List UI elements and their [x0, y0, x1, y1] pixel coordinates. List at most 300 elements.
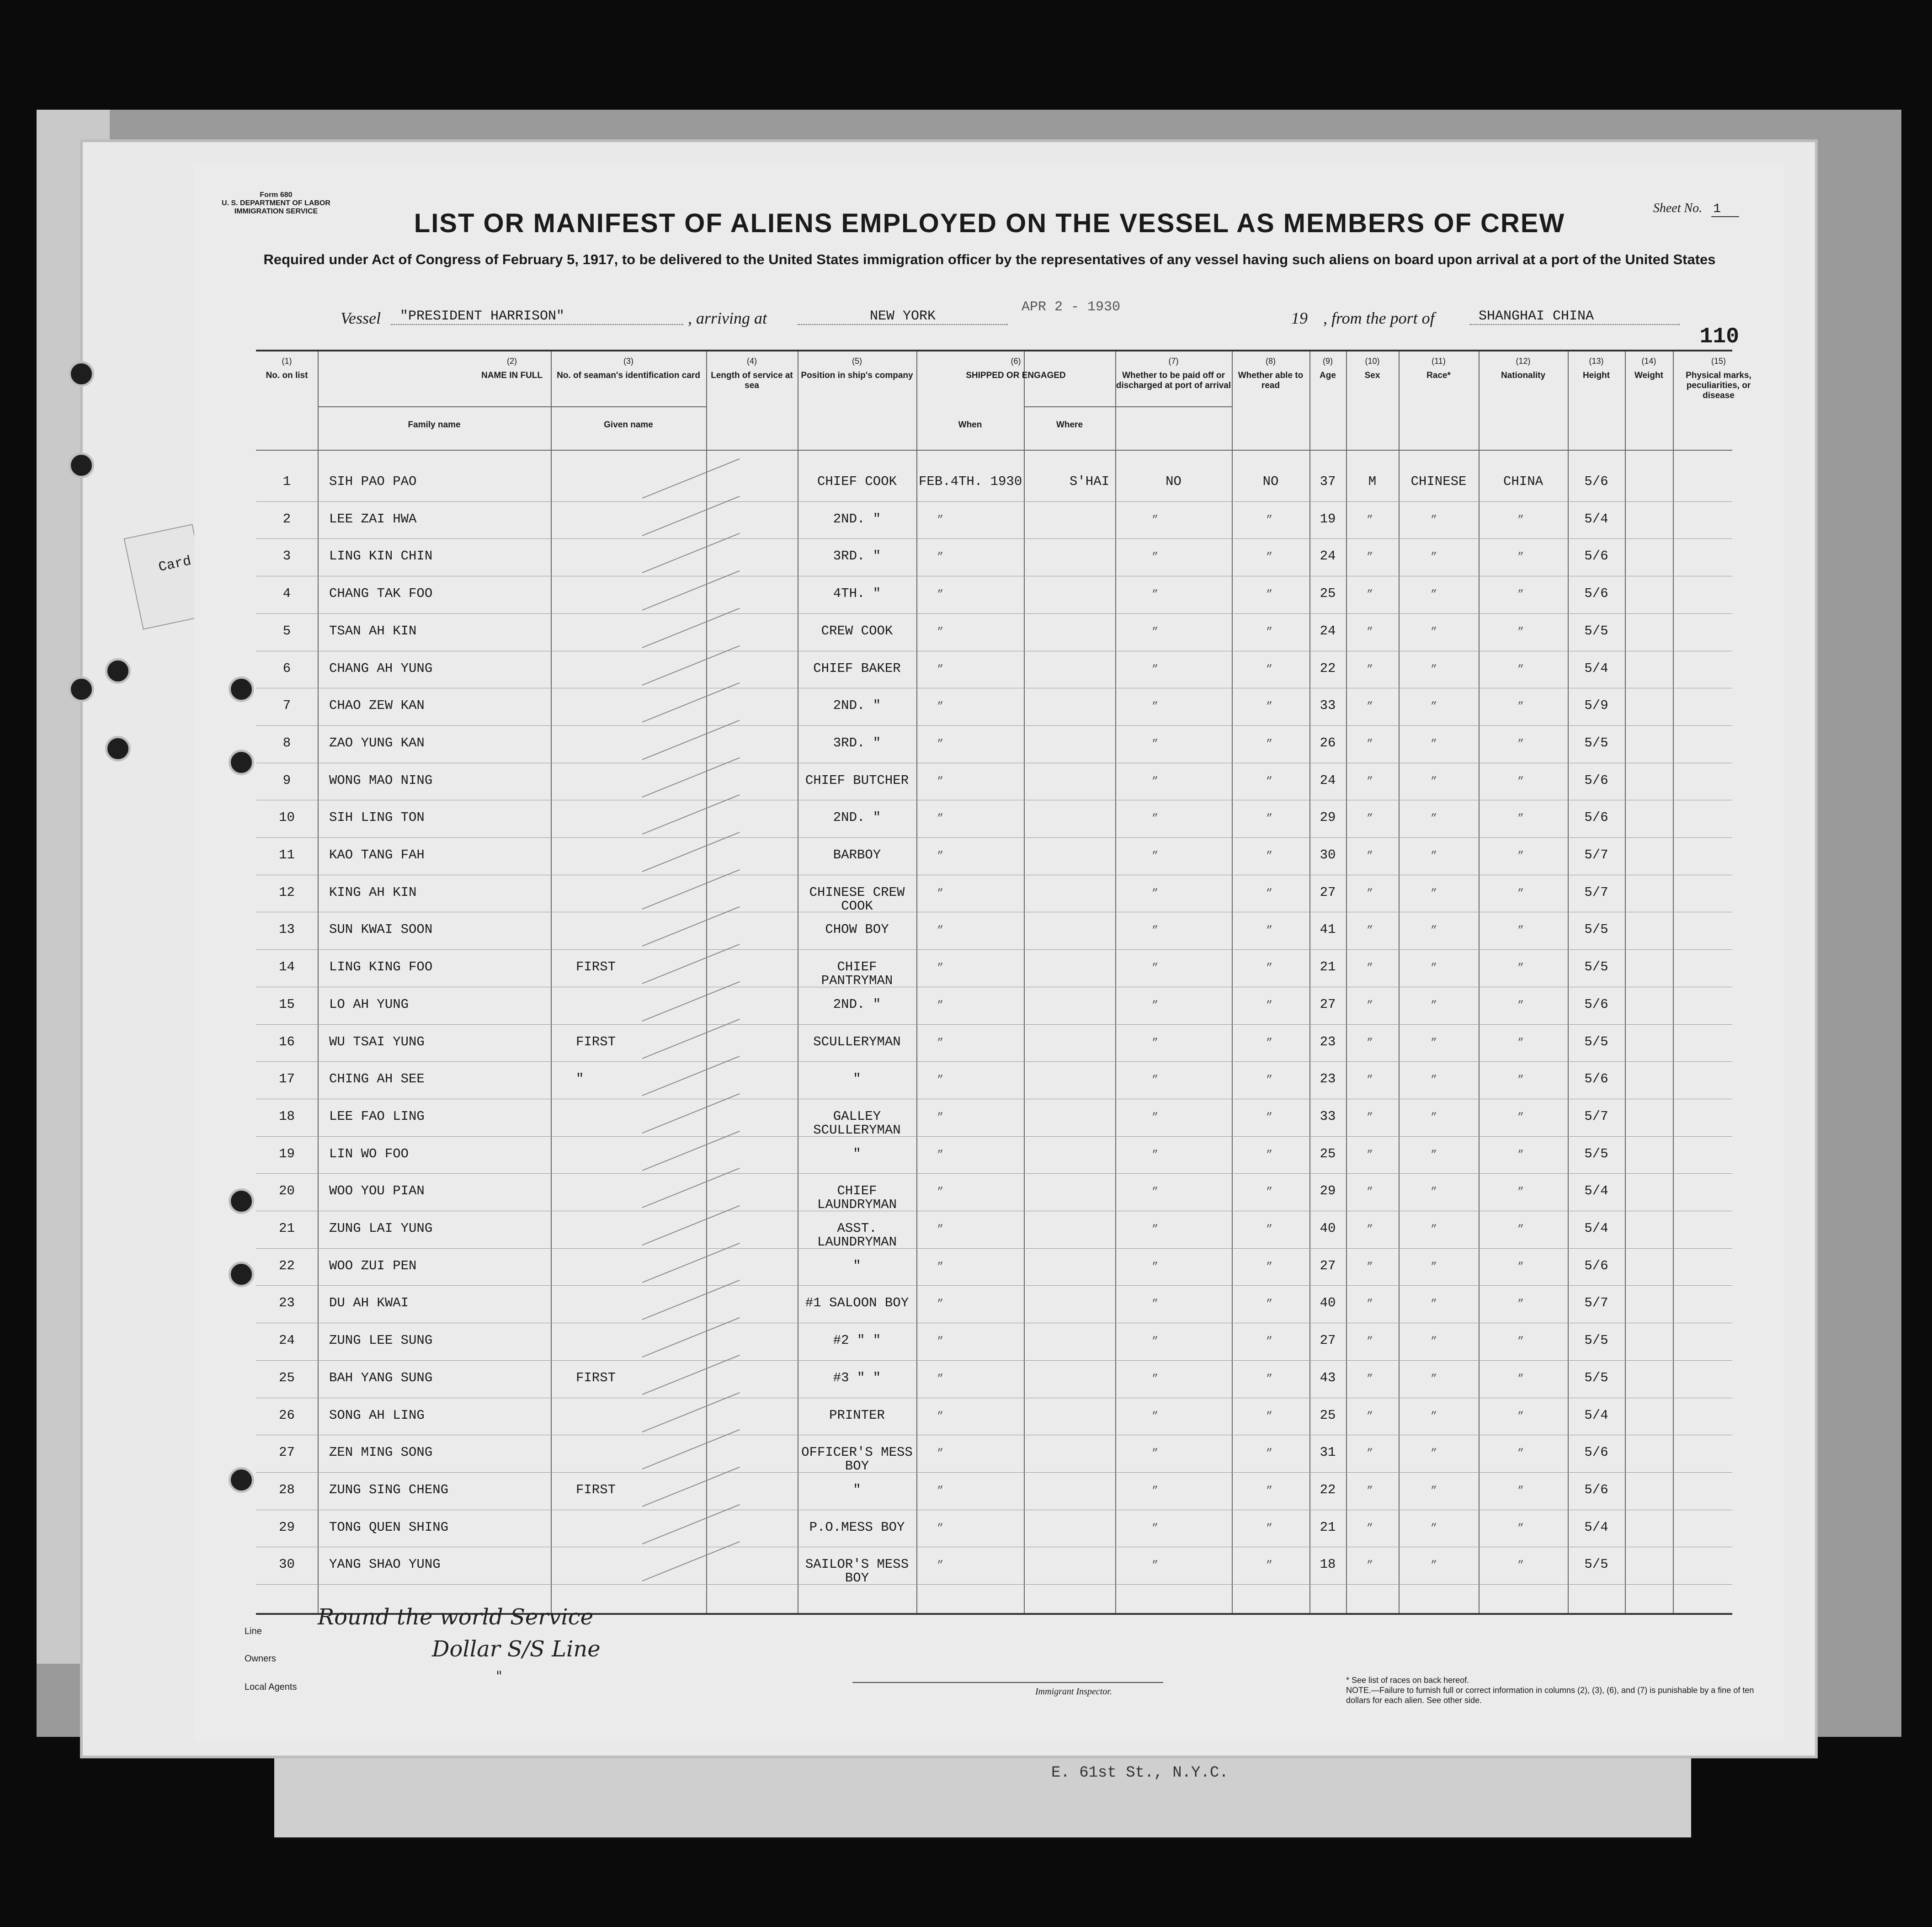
ditto-race: ” — [1431, 1448, 1437, 1460]
ditto-read: ” — [1266, 626, 1273, 639]
age: 22 — [1320, 660, 1336, 676]
row-number: 29 — [279, 1519, 295, 1535]
ditto-race: ” — [1431, 551, 1437, 564]
ditto-read: ” — [1266, 1261, 1273, 1273]
header-id-card: (3) No. of seaman's identification card — [551, 356, 706, 381]
ditto-sex: ” — [1367, 551, 1373, 564]
pencil-mark — [642, 832, 740, 872]
family-name: KAO TANG FAH — [329, 847, 425, 862]
header-height: (13) Height — [1568, 356, 1625, 381]
ditto-race: ” — [1431, 738, 1437, 751]
ditto-read: ” — [1266, 925, 1273, 937]
ditto-read: ” — [1266, 1224, 1273, 1236]
sex: M — [1368, 474, 1377, 489]
pencil-mark — [642, 458, 740, 499]
header-paid-off: (7) Whether to be paid off or discharged at port of arrival — [1116, 357, 1231, 390]
height: 5/5 — [1584, 922, 1608, 937]
ditto-sex: ” — [1367, 663, 1373, 676]
height: 5/6 — [1584, 772, 1608, 788]
ditto-when: ” — [937, 1037, 944, 1049]
age: 24 — [1320, 623, 1336, 639]
family-name: SIH PAO PAO — [329, 474, 417, 489]
ditto-sex: ” — [1367, 925, 1373, 937]
form-number: Form 680 — [260, 191, 293, 199]
header-physical-marks: (15) Physical marks, peculiarities, or disease — [1673, 356, 1764, 401]
punch-hole — [69, 452, 94, 478]
document-subtitle: Required under Act of Congress of February 5, 1917, to be delivered to the United States immigration officer by the representatives of any vessel having such aliens on board upon arrival at a port of the United States — [263, 251, 1716, 267]
sheet-value: 1 — [1711, 202, 1739, 217]
row-number: 17 — [279, 1071, 295, 1087]
row-number: 3 — [282, 548, 291, 564]
row-number: 28 — [279, 1482, 295, 1497]
age: 29 — [1320, 1183, 1336, 1199]
ditto-race: ” — [1431, 1111, 1437, 1124]
row-rule — [256, 501, 1732, 502]
ditto-paid: ” — [1152, 813, 1159, 825]
column-number: (3) — [623, 357, 633, 366]
footer — [240, 1604, 1754, 1737]
pencil-mark — [642, 533, 740, 573]
ditto-sex: ” — [1367, 1448, 1373, 1460]
row-number: 10 — [279, 810, 295, 825]
ditto-paid: ” — [1152, 1298, 1159, 1311]
shipped-when: FEB.4TH. 1930 — [919, 474, 1022, 489]
position: CHOW BOY — [825, 922, 889, 937]
row-number: 20 — [279, 1183, 295, 1199]
ditto-race: ” — [1431, 701, 1437, 713]
owners-label: Owners — [245, 1654, 276, 1664]
header-length-of-service: (4) Length of service at sea — [706, 356, 798, 391]
column-divider — [1479, 351, 1480, 1613]
penalty-note: NOTE.—Failure to furnish full or correct information in columns (2), (3), (6), and (7) is punishable by a fine of ten dollars for each alien. See other side. — [1346, 1686, 1754, 1705]
ditto-when: ” — [937, 663, 944, 676]
from-port-value: SHANGHAI CHINA — [1469, 309, 1680, 325]
document-title: LIST OR MANIFEST OF ALIENS EMPLOYED ON THE VESSEL AS MEMBERS OF CREW — [414, 208, 1565, 238]
ditto-nationality: ” — [1517, 1410, 1524, 1423]
position: CHIEF COOK — [817, 474, 897, 489]
row-number: 30 — [279, 1557, 295, 1572]
row-rule — [256, 1248, 1732, 1249]
row-rule — [256, 949, 1732, 950]
family-name: YANG SHAO YUNG — [329, 1557, 441, 1572]
position: CREW COOK — [821, 623, 893, 639]
pencil-mark — [642, 1168, 740, 1208]
position: CHIEF PANTRYMAN — [821, 959, 893, 989]
family-name: SUN KWAI SOON — [329, 922, 433, 937]
given-name: FIRST — [576, 1370, 616, 1385]
height: 5/6 — [1584, 474, 1608, 489]
ditto-read: ” — [1266, 663, 1273, 676]
pencil-mark — [642, 757, 740, 798]
ditto-race: ” — [1431, 1149, 1437, 1161]
ditto-nationality: ” — [1517, 738, 1524, 751]
ditto-when: ” — [937, 1448, 944, 1460]
ditto-when: ” — [937, 887, 944, 900]
family-name: KING AH KIN — [329, 884, 417, 900]
ditto-nationality: ” — [1517, 589, 1524, 602]
ditto-nationality: ” — [1517, 1261, 1524, 1273]
ditto-nationality: ” — [1517, 1522, 1524, 1535]
ditto-read: ” — [1266, 514, 1273, 527]
pencil-mark — [642, 720, 740, 760]
column-number: (13) — [1589, 357, 1604, 366]
ditto-paid: ” — [1152, 1261, 1159, 1273]
pencil-mark — [642, 1205, 740, 1246]
age: 27 — [1320, 1258, 1336, 1273]
ditto-nationality: ” — [1517, 1485, 1524, 1497]
height: 5/9 — [1584, 698, 1608, 713]
ditto-paid: ” — [1152, 1224, 1159, 1236]
age: 25 — [1320, 586, 1336, 602]
height: 5/6 — [1584, 996, 1608, 1012]
service: IMMIGRATION SERVICE — [234, 208, 318, 215]
ditto-read: ” — [1266, 1298, 1273, 1311]
row-rule — [256, 613, 1732, 614]
pencil-mark — [642, 869, 740, 910]
family-name: ZUNG LAI YUNG — [329, 1221, 433, 1236]
inspector-signature-line — [852, 1682, 1163, 1683]
row-number: 16 — [279, 1034, 295, 1049]
year-label: 19 — [1291, 309, 1308, 327]
column-divider — [1399, 351, 1400, 1613]
position: PRINTER — [829, 1407, 885, 1423]
ditto-read: ” — [1266, 1373, 1273, 1385]
column-divider — [1346, 351, 1347, 1613]
ditto-read: ” — [1266, 1448, 1273, 1460]
ditto-sex: ” — [1367, 962, 1373, 975]
pencil-mark — [642, 1392, 740, 1432]
ditto-paid: ” — [1152, 1522, 1159, 1535]
ditto-race: ” — [1431, 1298, 1437, 1311]
ditto-nationality: ” — [1517, 999, 1524, 1012]
position: #3 " " — [833, 1370, 881, 1385]
paid-off: NO — [1166, 474, 1182, 489]
family-name: LIN WO FOO — [329, 1146, 409, 1161]
ditto-race: ” — [1431, 589, 1437, 602]
ditto-when: ” — [937, 962, 944, 975]
ditto-read: ” — [1266, 551, 1273, 564]
age: 25 — [1320, 1407, 1336, 1423]
row-number: 6 — [282, 660, 291, 676]
ditto-sex: ” — [1367, 1074, 1373, 1087]
family-name: LEE ZAI HWA — [329, 511, 417, 527]
header-subdivider — [1024, 406, 1232, 407]
ditto-paid: ” — [1152, 1448, 1159, 1460]
pencil-mark — [642, 682, 740, 723]
pencil-mark — [642, 981, 740, 1022]
ditto-sex: ” — [1367, 1111, 1373, 1124]
age: 29 — [1320, 810, 1336, 825]
column-divider — [551, 351, 552, 1613]
position: " — [853, 1482, 861, 1497]
age: 33 — [1320, 1108, 1336, 1124]
age: 25 — [1320, 1146, 1336, 1161]
position: SCULLERYMAN — [813, 1034, 901, 1049]
family-name: ZEN MING SONG — [329, 1445, 433, 1460]
column-number: (5) — [852, 357, 862, 366]
age: 27 — [1320, 884, 1336, 900]
ditto-paid: ” — [1152, 551, 1159, 564]
height: 5/6 — [1584, 1445, 1608, 1460]
family-name: ZUNG LEE SUNG — [329, 1333, 433, 1348]
pencil-mark — [642, 906, 740, 947]
position: 3RD. " — [833, 548, 881, 564]
ditto-sex: ” — [1367, 1037, 1373, 1049]
ditto-when: ” — [937, 738, 944, 751]
ditto-nationality: ” — [1517, 626, 1524, 639]
owners-value: Dollar S/S Line — [432, 1636, 601, 1662]
row-rule — [256, 1173, 1732, 1174]
pencil-mark — [642, 1541, 740, 1581]
sheet-number: Sheet No. 1 — [1653, 201, 1739, 216]
row-number: 22 — [279, 1258, 295, 1273]
ditto-read: ” — [1266, 1560, 1273, 1572]
position: " — [853, 1071, 861, 1087]
ditto-nationality: ” — [1517, 701, 1524, 713]
age: 24 — [1320, 548, 1336, 564]
ditto-paid: ” — [1152, 1149, 1159, 1161]
row-rule — [256, 1024, 1732, 1025]
ditto-race: ” — [1431, 1410, 1437, 1423]
ditto-sex: ” — [1367, 775, 1373, 788]
row-number: 12 — [279, 884, 295, 900]
age: 23 — [1320, 1071, 1336, 1087]
family-name: LING KING FOO — [329, 959, 433, 975]
stamp-number: 110 — [1699, 325, 1739, 349]
punch-hole — [105, 658, 131, 684]
ditto-race: ” — [1431, 962, 1437, 975]
column-number: (14) — [1641, 357, 1656, 366]
age: 40 — [1320, 1221, 1336, 1236]
height: 5/4 — [1584, 1407, 1608, 1423]
ditto-paid: ” — [1152, 1111, 1159, 1124]
row-number: 13 — [279, 922, 295, 937]
pencil-mark — [642, 1280, 740, 1320]
age: 23 — [1320, 1034, 1336, 1049]
age: 27 — [1320, 1333, 1336, 1348]
ditto-nationality: ” — [1517, 1373, 1524, 1385]
ditto-paid: ” — [1152, 663, 1159, 676]
ditto-nationality: ” — [1517, 514, 1524, 527]
ditto-when: ” — [937, 1298, 944, 1311]
ditto-race: ” — [1431, 850, 1437, 862]
ditto-read: ” — [1266, 701, 1273, 713]
family-name: WU TSAI YUNG — [329, 1034, 425, 1049]
column-number: (4) — [747, 357, 757, 366]
height: 5/5 — [1584, 1557, 1608, 1572]
row-number: 4 — [282, 586, 291, 602]
ditto-paid: ” — [1152, 962, 1159, 975]
header-race: (11) Race* — [1399, 356, 1479, 381]
ditto-read: ” — [1266, 813, 1273, 825]
ditto-when: ” — [937, 1336, 944, 1348]
column-divider — [1232, 351, 1233, 1613]
header-position: (5) Position in ship's company — [798, 356, 916, 381]
position: CHIEF LAUNDRYMAN — [817, 1183, 897, 1213]
ditto-when: ” — [937, 1485, 944, 1497]
slip-text: E. 61st St., N.Y.C. — [1051, 1764, 1229, 1782]
age: 26 — [1320, 735, 1336, 751]
ditto-race: ” — [1431, 925, 1437, 937]
height: 5/7 — [1584, 1108, 1608, 1124]
family-name: CHANG TAK FOO — [329, 586, 433, 602]
ditto-sex: ” — [1367, 738, 1373, 751]
ditto-sex: ” — [1367, 1224, 1373, 1236]
ditto-when: ” — [937, 514, 944, 527]
row-number: 24 — [279, 1333, 295, 1348]
family-name: LEE FAO LING — [329, 1108, 425, 1124]
races-note: * See list of races on back hereof. — [1346, 1676, 1469, 1685]
ditto-when: ” — [937, 701, 944, 713]
header-when: When — [958, 420, 982, 430]
header-nationality: (12) Nationality — [1479, 356, 1568, 381]
row-number: 2 — [282, 511, 291, 527]
header-shipped-or-engaged: (6) SHIPPED OR ENGAGED — [916, 356, 1115, 381]
column-number: (2) — [507, 357, 517, 366]
ditto-race: ” — [1431, 1373, 1437, 1385]
column-number: (7) — [1168, 357, 1179, 366]
row-number: 1 — [282, 474, 291, 489]
manifest-form — [194, 165, 1785, 1741]
ditto-nationality: ” — [1517, 925, 1524, 937]
family-name: LO AH YUNG — [329, 996, 409, 1012]
ditto-race: ” — [1431, 1224, 1437, 1236]
row-number: 23 — [279, 1295, 295, 1311]
ditto-sex: ” — [1367, 626, 1373, 639]
ditto-paid: ” — [1152, 1336, 1159, 1348]
position: 2ND. " — [833, 810, 881, 825]
header-subdivider — [318, 406, 706, 407]
header-sex: (10) Sex — [1346, 356, 1399, 381]
position: SAILOR'S MESS BOY — [805, 1557, 909, 1586]
height: 5/5 — [1584, 1146, 1608, 1161]
row-number: 5 — [282, 623, 291, 639]
pencil-mark — [642, 1093, 740, 1134]
row-rule — [256, 1360, 1732, 1361]
header-age: (9) Age — [1309, 356, 1346, 381]
height: 5/6 — [1584, 1258, 1608, 1273]
height: 5/5 — [1584, 1370, 1608, 1385]
ditto-when: ” — [937, 589, 944, 602]
ditto-read: ” — [1266, 887, 1273, 900]
inspector-label: Immigrant Inspector. — [1035, 1687, 1112, 1697]
ditto-read: ” — [1266, 1186, 1273, 1199]
ditto-read: ” — [1266, 738, 1273, 751]
age: 41 — [1320, 922, 1336, 937]
row-number: 21 — [279, 1221, 295, 1236]
ditto-when: ” — [937, 1373, 944, 1385]
given-name: " — [576, 1071, 584, 1087]
ditto-nationality: ” — [1517, 1037, 1524, 1049]
family-name: SONG AH LING — [329, 1407, 425, 1423]
header-family-name: Family name — [408, 420, 461, 430]
punch-hole — [229, 750, 254, 775]
family-name: LING KIN CHIN — [329, 548, 433, 564]
side-card-label: Card — [157, 554, 193, 576]
line-value: Round the world Service — [318, 1604, 593, 1630]
pencil-mark — [642, 570, 740, 611]
column-divider — [706, 351, 707, 1613]
ditto-race: ” — [1431, 1485, 1437, 1497]
height: 5/7 — [1584, 847, 1608, 862]
row-number: 19 — [279, 1146, 295, 1161]
pencil-mark — [642, 1018, 740, 1059]
from-label: , from the port of — [1323, 309, 1435, 327]
ditto-when: ” — [937, 626, 944, 639]
age: 31 — [1320, 1445, 1336, 1460]
position: #1 SALOON BOY — [805, 1295, 909, 1311]
family-name: CHANG AH YUNG — [329, 660, 433, 676]
ditto-nationality: ” — [1517, 1186, 1524, 1199]
row-rule — [256, 1061, 1732, 1062]
arriving-label: , arriving at — [688, 309, 767, 327]
ditto-when: ” — [937, 775, 944, 788]
height: 5/5 — [1584, 623, 1608, 639]
column-number: (10) — [1365, 357, 1380, 366]
agents-value: " — [496, 1668, 502, 1684]
family-name: DU AH KWAI — [329, 1295, 409, 1311]
family-name: SIH LING TON — [329, 810, 425, 825]
given-name: FIRST — [576, 1034, 616, 1049]
pencil-mark — [642, 1355, 740, 1395]
ditto-race: ” — [1431, 1186, 1437, 1199]
agents-label: Local Agents — [245, 1682, 297, 1692]
age: 37 — [1320, 474, 1336, 489]
age: 30 — [1320, 847, 1336, 862]
ditto-when: ” — [937, 1410, 944, 1423]
age: 40 — [1320, 1295, 1336, 1311]
age: 18 — [1320, 1557, 1336, 1572]
header-where: Where — [1056, 420, 1083, 430]
pencil-mark — [642, 1467, 740, 1507]
ditto-when: ” — [937, 813, 944, 825]
ditto-read: ” — [1266, 1074, 1273, 1087]
ditto-read: ” — [1266, 775, 1273, 788]
ditto-paid: ” — [1152, 1037, 1159, 1049]
ditto-paid: ” — [1152, 1560, 1159, 1572]
ditto-race: ” — [1431, 626, 1437, 639]
ditto-paid: ” — [1152, 626, 1159, 639]
pencil-mark — [642, 608, 740, 648]
height: 5/7 — [1584, 1295, 1608, 1311]
position: 4TH. " — [833, 586, 881, 602]
pencil-mark — [642, 1504, 740, 1544]
ditto-nationality: ” — [1517, 887, 1524, 900]
height: 5/4 — [1584, 1183, 1608, 1199]
punch-hole — [105, 736, 131, 761]
pencil-mark — [642, 645, 740, 685]
ditto-nationality: ” — [1517, 1149, 1524, 1161]
row-number: 9 — [282, 772, 291, 788]
ditto-when: ” — [937, 1522, 944, 1535]
height: 5/5 — [1584, 1034, 1608, 1049]
ditto-paid: ” — [1152, 589, 1159, 602]
height: 5/5 — [1584, 959, 1608, 975]
ditto-race: ” — [1431, 663, 1437, 676]
vessel-value: "PRESIDENT HARRISON" — [391, 309, 683, 325]
ditto-nationality: ” — [1517, 1224, 1524, 1236]
vessel-label: Vessel — [341, 309, 381, 327]
position: GALLEY SCULLERYMAN — [813, 1108, 901, 1138]
header-given-name: Given name — [604, 420, 653, 430]
ditto-sex: ” — [1367, 813, 1373, 825]
family-name: CHING AH SEE — [329, 1071, 425, 1087]
row-number: 26 — [279, 1407, 295, 1423]
column-divider — [1673, 351, 1674, 1613]
header-weight: (14) Weight — [1625, 356, 1673, 381]
pencil-mark — [642, 1056, 740, 1096]
ditto-read: ” — [1266, 1149, 1273, 1161]
